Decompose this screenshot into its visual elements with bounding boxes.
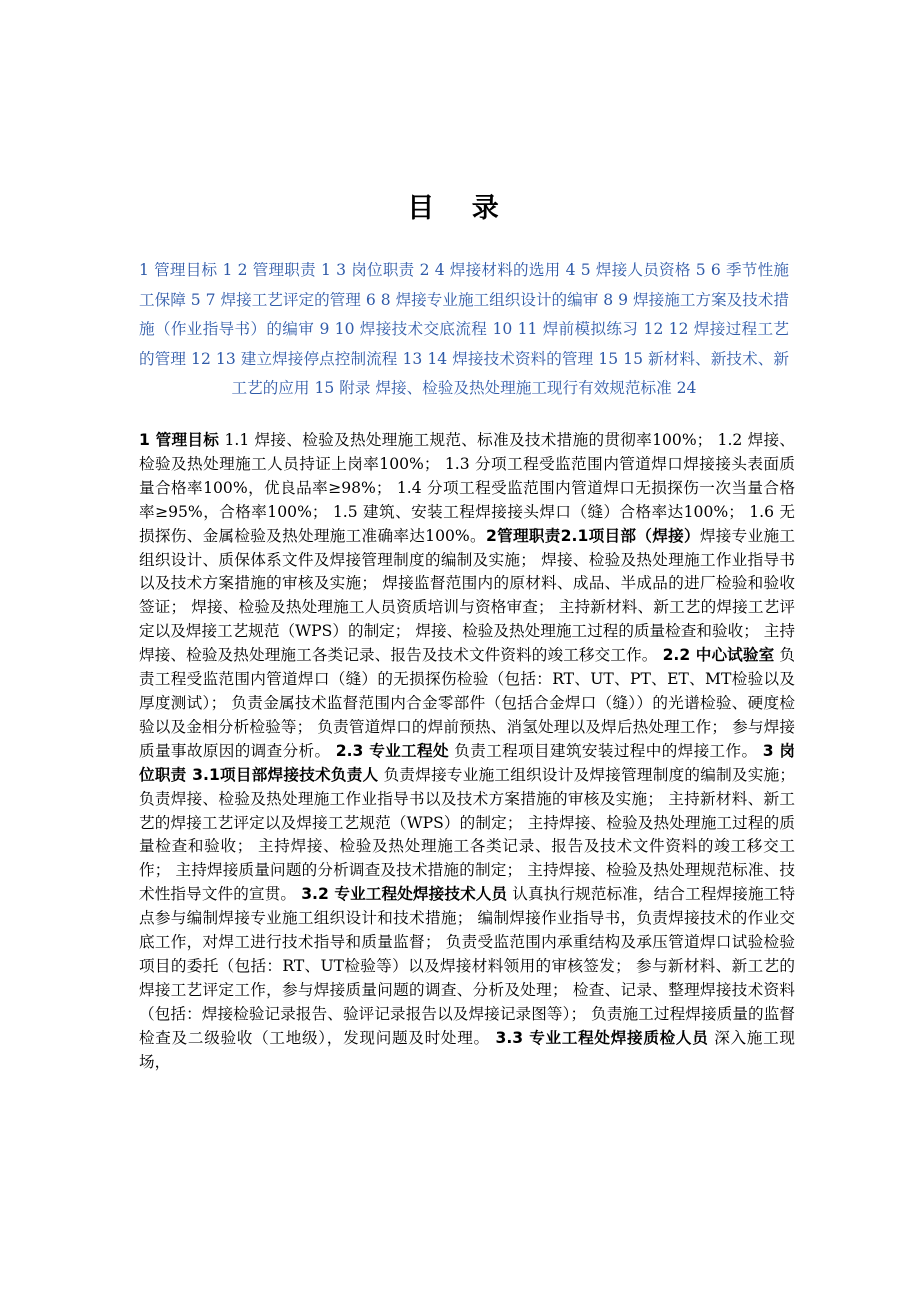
heading-engineering-office: 2.3 专业工程处 — [335, 741, 449, 760]
page-title: 目 录 — [407, 193, 513, 224]
heading-management-goals: 1 管理目标 — [139, 431, 220, 449]
paragraph-engineering-office: 负责工程项目建筑安装过程中的焊接工作。 — [448, 741, 763, 760]
heading-central-lab: 2.2 中心试验室 — [662, 646, 775, 665]
toc-links[interactable]: 1 管理目标 1 2 管理职责 1 3 岗位职责 2 4 焊接材料的选用 4 5 焊接人员资格 5 6 季节性施工保障 5 7 焊接工艺评定的管理 6 8 焊接专业施工组织设计的编审 8 9 焊接施工方案及技术措施（作业指导书）的编审 9 10 焊接技术交底流程 10 11 焊前模拟练习 12 12 焊接过程工艺的管理 12 13 建立焊接停点控制流程 13 14 焊接技术资料的管理 15 15 新材料、新技术、新工艺的应用 15 附录 焊接、检验及热处理施工现行有效规范标准 24 — [139, 261, 789, 398]
paragraph-management-goals: 1.1 焊接、检验及热处理施工规范、标准及技术措施的贯彻率100%； 1.2 焊接、检验及热处理施工人员持证上岗率100%； 1.3 分项工程受监范围内管道焊口焊接接头表面质量合格率100%，优良品率≥98%； 1.4 分项工程受监范围内管道焊口无损探伤一次当量合格率≥95%，合格率100%； 1.5 建筑、安装工程焊接接头焊口（缝）合格率达100%； 1.6 无损探伤、金属检验及热处理施工准确率达100%。 — [139, 431, 795, 545]
document-body — [139, 429, 795, 1074]
paragraph-quality-inspector: 深入施工现场， — [139, 1028, 795, 1071]
heading-position-duties: 3 岗位职责 3.1项目部焊接技术负责人 — [139, 741, 795, 784]
heading-technical-staff: 3.2 专业工程处焊接技术人员 — [301, 885, 508, 904]
paragraph-central-lab: 负责工程受监范围内管道焊口（缝）的无损探伤检验（包括：RT、UT、PT、ET、MT检验以及厚度测试）； 负责金属技术监督范围内合金零部件（包括合金焊口（缝））的光谱检验、硬度检验以及金相分析检验等； 负责管道焊口的焊前预热、消氢处理以及焊后热处理工作； 参与焊接质量事故原因的调查分析。 — [139, 646, 795, 760]
heading-management-duties: 2管理职责2.1项目部（焊接） — [485, 526, 700, 545]
table-of-contents[interactable] — [139, 256, 789, 404]
heading-quality-inspector: 3.3 专业工程处焊接质检人员 — [495, 1028, 709, 1047]
paragraph-technical-staff: 认真执行规范标准，结合工程焊接施工特点参与编制焊接专业施工组织设计和技术措施； 编制焊接作业指导书，负责焊接技术的作业交底工作，对焊工进行技术指导和质量监督； 负责受监范围内承重结构及承压管道焊口试验检验项目的委托（包括：RT、UT检验等）以及焊接材料领用的审核签发； 参与新材料、新工艺的焊接工艺评定工作，参与焊接质量问题的调查、分析及处理； 检查、记录、整理焊接技术资料（包括：焊接检验记录报告、验评记录报告以及焊接记录图等）； 负责施工过程焊接质量的监督检查及二级验收（工地级），发现问题及时处理。 — [139, 885, 795, 1047]
paragraph-technical-lead: 负责焊接专业施工组织设计及焊接管理制度的编制及实施； 负责焊接、检验及热处理施工作业指导书以及技术方案措施的审核及实施； 主持新材料、新工艺的焊接工艺评定以及焊接工艺规范（WPS）的制定； 主持焊接、检验及热处理施工过程的质量检查和验收； 主持焊接、检验及热处理施工各类记录、报告及技术文件资料的竣工移交工作； 主持焊接质量问题的分析调查及技术措施的制定； 主持焊接、检验及热处理规范标准、技术性指导文件的宣贯。 — [139, 765, 795, 904]
paragraph-project-dept: 焊接专业施工组织设计、质保体系文件及焊接管理制度的编制及实施； 焊接、检验及热处理施工作业指导书以及技术方案措施的审核及实施； 焊接监督范围内的原材料、成品、半成品的进厂检验和验收签证； 焊接、检验及热处理施工人员资质培训与资格审查； 主持新材料、新工艺的焊接工艺评定以及焊接工艺规范（WPS）的制定； 焊接、检验及热处理施工过程的质量检查和验收； 主持焊接、检验及热处理施工各类记录、报告及技术文件资料的竣工移交工作。 — [139, 526, 795, 665]
